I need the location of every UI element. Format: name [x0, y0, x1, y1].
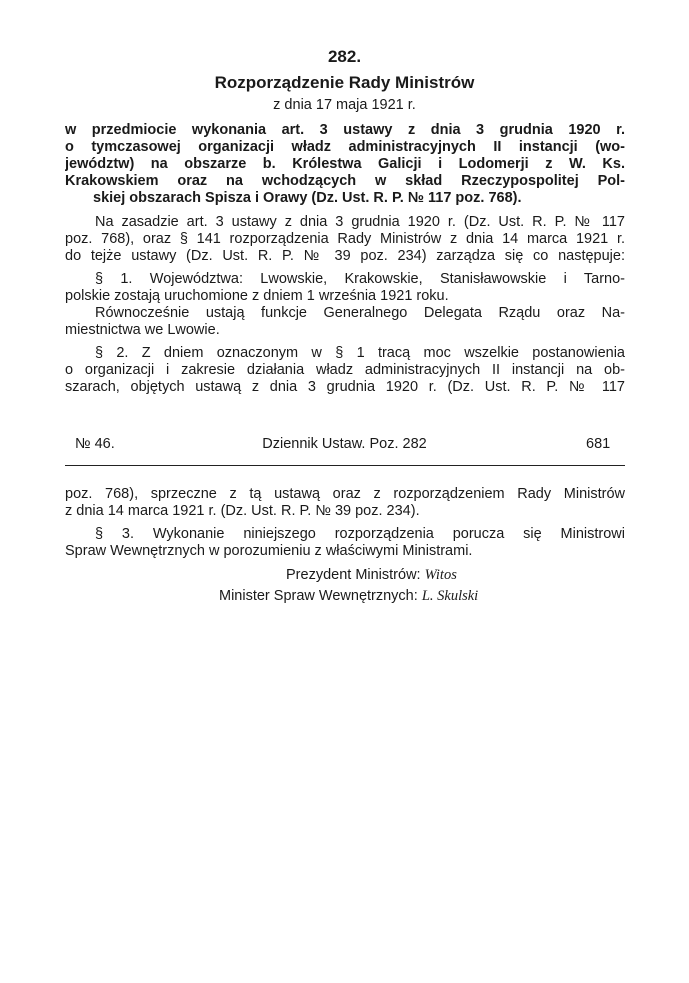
act-subject [65, 122, 625, 207]
section-line: o organizacji i zakresie działania władz administracyjnych II instancji na ob- [65, 362, 625, 378]
signature-premier [286, 567, 457, 584]
issue-number: № 46. [75, 436, 115, 452]
preamble-line: poz. 768), oraz § 141 rozporządzenia Rady Ministrów z dnia 14 marca 1921 r. [65, 231, 625, 247]
section-line: polskie zostają uruchomione z dniem 1 września 1921 roku. [65, 288, 449, 304]
section-2-continued [65, 486, 625, 520]
subject-line: w przedmiocie wykonania art. 3 ustawy z dnia 3 grudnia 1920 r. [65, 122, 625, 138]
act-number: 282. [327, 47, 362, 66]
signature-name: L. Skulski [421, 588, 479, 604]
page-number: 681 [586, 436, 611, 452]
section-line: z dnia 14 marca 1921 r. (Dz. Ust. R. P. № 39 poz. 234). [65, 503, 420, 519]
section-line: § 1. Województwa: Lwowskie, Krakowskie, Stanisławowskie i Tarno- [95, 271, 625, 287]
section-line: miestnictwa we Lwowie. [65, 322, 220, 338]
subject-line: Krakowskiem oraz na wchodzących w skład Rzeczypospolitej Pol- [65, 173, 625, 189]
preamble [65, 214, 625, 265]
section-line: poz. 768), sprzeczne z tą ustawą oraz z rozporządzeniem Rady Ministrów [65, 486, 625, 502]
act-date: z dnia 17 maja 1921 r. [273, 97, 416, 113]
act-title: Rozporządzenie Rady Ministrów [214, 73, 475, 92]
subject-line: jewództw) na obszarze b. Królestwa Galicji i Lodomerji z W. Ks. [65, 156, 625, 172]
preamble-line: do tejże ustawy (Dz. Ust. R. P. № 39 poz. 234) zarządza się co następuje: [65, 248, 625, 264]
journal-header: Dziennik Ustaw. Poz. 282 [262, 436, 427, 452]
subject-line: skiej obszarach Spisza i Orawy (Dz. Ust. R. P. № 117 poz. 768). [93, 190, 522, 206]
section-1 [65, 271, 625, 339]
header-rule [65, 465, 625, 466]
signature-minister [219, 588, 478, 605]
signature-title: Prezydent Ministrów: [286, 567, 421, 583]
signature-title: Minister Spraw Wewnętrznych: [219, 588, 418, 604]
section-3 [65, 526, 625, 560]
section-line: szarach, objętych ustawą z dnia 3 grudnia 1920 r. (Dz. Ust. R. P. № 117 [65, 379, 625, 395]
section-line: § 3. Wykonanie niniejszego rozporządzenia porucza się Ministrowi [95, 526, 625, 542]
subject-line: o tymczasowej organizacji władz administracyjnych II instancji (wo- [65, 139, 625, 155]
section-2 [65, 345, 625, 396]
section-line: § 2. Z dniem oznaczonym w § 1 tracą moc wszelkie postanowienia [95, 345, 625, 361]
preamble-line: Na zasadzie art. 3 ustawy z dnia 3 grudnia 1920 r. (Dz. Ust. R. P. № 117 [95, 214, 625, 230]
section-line: Równocześnie ustają funkcje Generalnego Delegata Rządu oraz Na- [95, 305, 625, 321]
section-line: Spraw Wewnętrznych w porozumieniu z właściwymi Ministrami. [65, 543, 473, 559]
signature-name: Witos [424, 567, 457, 583]
